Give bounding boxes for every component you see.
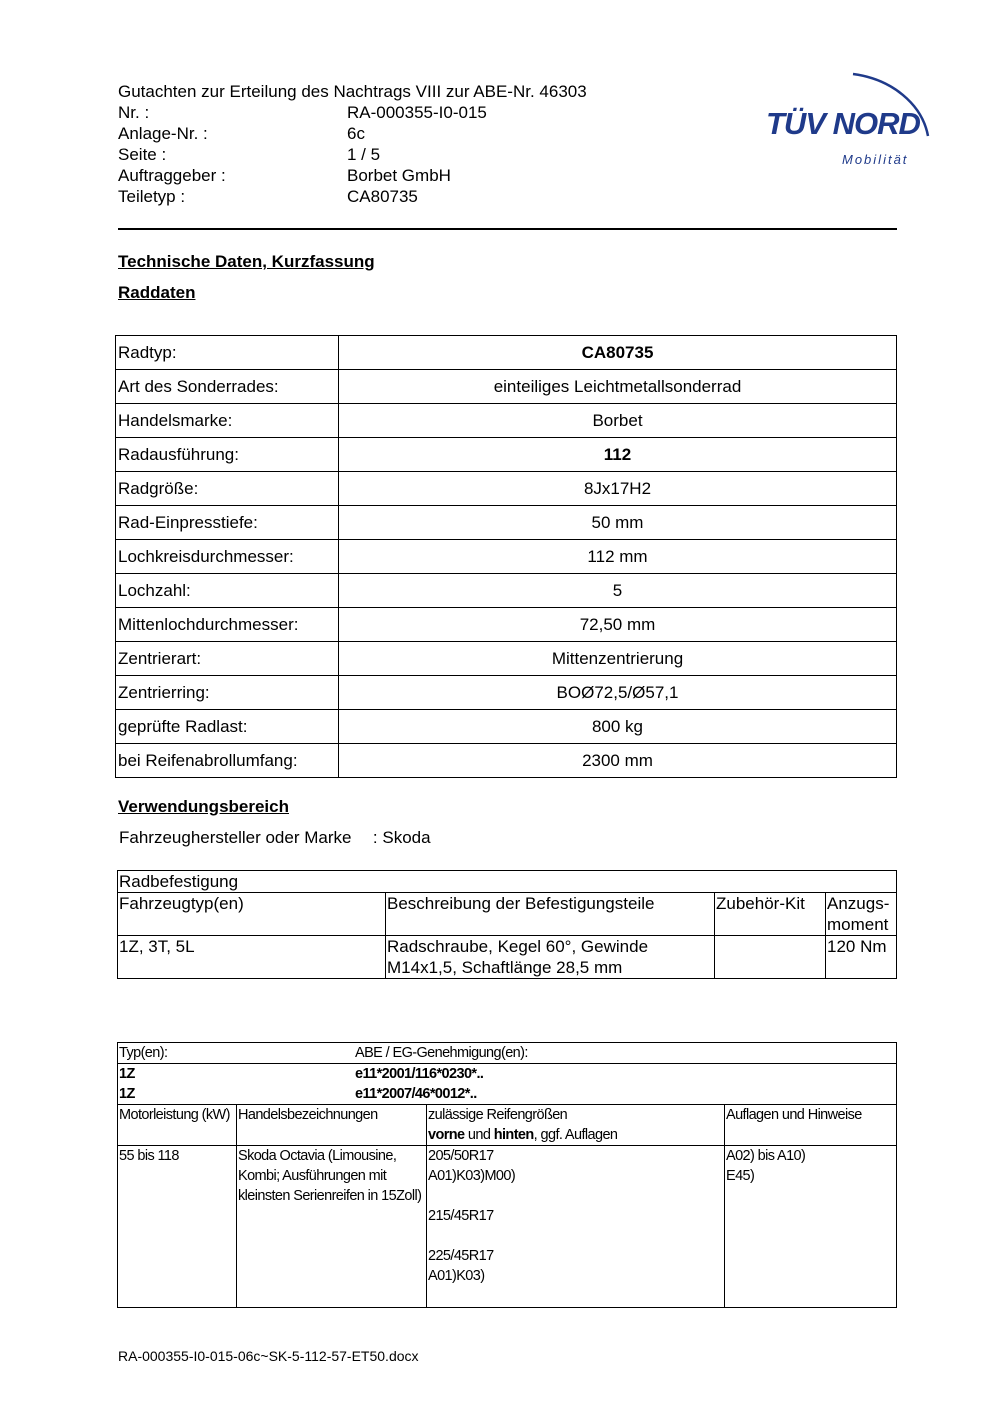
- logo-wordmark: TÜV NORD: [766, 106, 920, 141]
- typen-data-row: [118, 1146, 897, 1308]
- raddaten-label: Lochzahl:: [116, 574, 339, 608]
- raddaten-value: 5: [339, 574, 897, 608]
- cell-anzugsmoment: 120 Nm: [826, 936, 897, 979]
- radbefestigung-table: [117, 870, 897, 979]
- logo-subtitle: Mobilität: [842, 152, 909, 167]
- header-fahrzeugtyp: Fahrzeugtyp(en): [118, 893, 386, 936]
- cell-motorleistung: 55 bis 118: [118, 1146, 237, 1308]
- raddaten-value: Borbet: [339, 404, 897, 438]
- section-title-verwendung: Verwendungsbereich: [118, 797, 289, 816]
- raddaten-value: BOØ72,5/Ø57,1: [339, 676, 897, 710]
- raddaten-row: [116, 710, 897, 744]
- raddaten-row: [116, 506, 897, 540]
- raddaten-label: Radtyp:: [116, 336, 339, 370]
- hersteller-label: Fahrzeughersteller oder Marke: [119, 828, 352, 847]
- raddaten-row: [116, 370, 897, 404]
- raddaten-value: einteiliges Leichtmetallsonderrad: [339, 370, 897, 404]
- raddaten-table: [115, 335, 897, 778]
- raddaten-label: Handelsmarke:: [116, 404, 339, 438]
- raddaten-value: Mittenzentrierung: [339, 642, 897, 676]
- abe-label: ABE / EG-Genehmigung(en):: [355, 1045, 528, 1061]
- raddaten-value: 50 mm: [339, 506, 897, 540]
- raddaten-row: [116, 540, 897, 574]
- header-divider: [118, 228, 897, 230]
- typen-entry: 1Z e11*2001/116*0230*..: [119, 1066, 484, 1082]
- header-anzugsmoment: Anzugs- moment: [826, 893, 897, 936]
- raddaten-label: Rad-Einpresstiefe:: [116, 506, 339, 540]
- section-title-raddaten: Raddaten: [118, 283, 196, 302]
- typ-label: Typ(en):: [119, 1045, 168, 1061]
- hersteller-line: [119, 828, 431, 848]
- radbefestigung-data-row: [118, 936, 897, 979]
- typen-entries-row: [118, 1064, 897, 1105]
- footer-filename: RA-000355-I0-015-06c~SK-5-112-57-ET50.docx: [118, 1348, 419, 1364]
- header-row-seite: Seite : 1 / 5: [118, 145, 381, 164]
- raddaten-row: [116, 676, 897, 710]
- cell-beschreibung: Radschraube, Kegel 60°, Gewinde M14x1,5, Schaftlänge 28,5 mm: [386, 936, 715, 979]
- cell-handelsbezeichnungen: Skoda Octavia (Limousine, Kombi; Ausführungen mit kleinsten Serienreifen in 15Zoll): [237, 1146, 427, 1308]
- header-row-auftraggeber: Auftraggeber : Borbet GmbH: [118, 166, 451, 185]
- typen-entry: 1Z e11*2007/46*0012*..: [119, 1086, 477, 1102]
- raddaten-row: [116, 574, 897, 608]
- typen-table: [117, 1042, 897, 1308]
- raddaten-value: CA80735: [339, 336, 897, 370]
- raddaten-row: [116, 642, 897, 676]
- raddaten-label: Radausführung:: [116, 438, 339, 472]
- raddaten-label: geprüfte Radlast:: [116, 710, 339, 744]
- raddaten-row: [116, 404, 897, 438]
- header-beschreibung: Beschreibung der Befestigungsteile: [386, 893, 715, 936]
- raddaten-label: Art des Sonderrades:: [116, 370, 339, 404]
- header-auflagen: Auflagen und Hinweise: [725, 1105, 897, 1146]
- raddaten-label: Zentrierart:: [116, 642, 339, 676]
- cell-zubehoer-kit: [715, 936, 826, 979]
- raddaten-label: bei Reifenabrollumfang:: [116, 744, 339, 778]
- raddaten-label: Mittenlochdurchmesser:: [116, 608, 339, 642]
- cell-auflagen: A02) bis A10) E45): [725, 1146, 897, 1308]
- header-row-anlage: Anlage-Nr. : 6c: [118, 124, 365, 143]
- raddaten-row: [116, 336, 897, 370]
- raddaten-value: 72,50 mm: [339, 608, 897, 642]
- header-row-nr: Nr. : RA-000355-I0-015: [118, 103, 487, 122]
- hersteller-sep: :: [372, 828, 378, 847]
- raddaten-row: [116, 472, 897, 506]
- raddaten-table-body: [116, 336, 897, 778]
- document-header: [118, 81, 587, 207]
- document-title: Gutachten zur Erteilung des Nachtrags VIII zur ABE-Nr. 46303: [118, 82, 587, 101]
- raddaten-value: 2300 mm: [339, 744, 897, 778]
- raddaten-value: 800 kg: [339, 710, 897, 744]
- cell-fahrzeugtyp: 1Z, 3T, 5L: [118, 936, 386, 979]
- radbefestigung-header-row: [118, 893, 897, 936]
- section-title-tech: Technische Daten, Kurzfassung: [118, 252, 375, 271]
- raddaten-row: [116, 744, 897, 778]
- tuv-nord-logo: [760, 56, 945, 172]
- raddaten-label: Lochkreisdurchmesser:: [116, 540, 339, 574]
- raddaten-row: [116, 438, 897, 472]
- raddaten-label: Radgröße:: [116, 472, 339, 506]
- raddaten-label: Zentrierring:: [116, 676, 339, 710]
- typen-label-row: [118, 1043, 897, 1064]
- header-handelsbezeichnungen: Handelsbezeichnungen: [237, 1105, 427, 1146]
- header-motorleistung: Motorleistung (kW): [118, 1105, 237, 1146]
- raddaten-value: 112: [339, 438, 897, 472]
- hersteller-value: Skoda: [382, 828, 431, 847]
- cell-reifengroessen: 205/50R17 A01)K03)M00) 215/45R17 225/45R17 A01)K03): [427, 1146, 725, 1308]
- raddaten-row: [116, 608, 897, 642]
- header-reifengroessen: zulässige Reifengrößen vorne und hinten, ggf. Auflagen: [427, 1105, 725, 1146]
- header-row-teiletyp: Teiletyp : CA80735: [118, 187, 418, 206]
- typen-header-row: [118, 1105, 897, 1146]
- radbefestigung-title: Radbefestigung: [118, 871, 897, 893]
- raddaten-value: 8Jx17H2: [339, 472, 897, 506]
- header-zubehoer-kit: Zubehör-Kit: [715, 893, 826, 936]
- raddaten-value: 112 mm: [339, 540, 897, 574]
- radbefestigung-title-row: [118, 871, 897, 893]
